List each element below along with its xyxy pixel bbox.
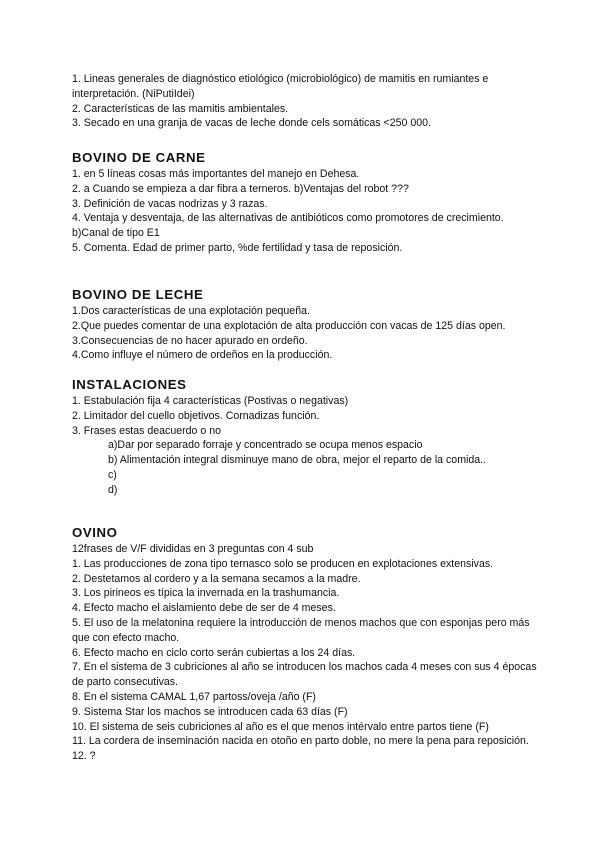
ovino-section [72, 524, 542, 764]
list-item: 9. Sistema Star los machos se introducen cada 63 días (F) [72, 705, 348, 718]
list-item: 10. El sistema de seis cubriciones al año es el que menos intérvalo entre partos tiene (F) [72, 720, 489, 733]
intro-section [72, 72, 542, 131]
list-item: 1.Dos características de una explotación pequeña. [72, 305, 310, 317]
section-heading: BOVINO DE CARNE [72, 150, 206, 165]
list-item: 3. Frases estas deacuerdo o no [72, 424, 221, 437]
sub-list-item: c) [108, 468, 117, 481]
list-item: 2.Que puedes comentar de una explotación de alta producción con vacas de 125 días open. [72, 319, 506, 332]
section-heading: OVINO [72, 525, 118, 540]
list-item: 1. Las producciones de zona tipo ternasco solo se producen en explotaciones extensivas. [72, 557, 494, 570]
list-item: 4.Como influye el número de ordeños en la producción. [72, 349, 333, 362]
bovino-carne-section [72, 149, 542, 256]
list-item: 4. Efecto macho el aislamiento debe de ser de 4 meses. [72, 602, 336, 615]
list-item: 1. Estabulación fija 4 características (Postivas o negativas) [72, 395, 349, 407]
list-item: 4. Ventaja y desventaja, de las alternativas de antibióticos como promotores de crecimiento. [72, 212, 504, 225]
list-item: 12. ? [72, 750, 96, 763]
list-item: 2. Destetamos al cordero y a la semana secamos a la madre. [72, 572, 361, 585]
list-item: 2. Limitador del cuello objetivos. Cornadizas función. [72, 409, 320, 422]
list-item: 3. Definición de vacas nodrizas y 3 razas. [72, 197, 268, 210]
list-item: 6. Efecto macho en ciclo corto serán cubiertas a los 24 días. [72, 646, 356, 659]
section-heading: BOVINO DE LECHE [72, 287, 204, 302]
list-item: 5. Comenta. Edad de primer parto, %de fertilidad y tasa de reposición. [72, 241, 403, 254]
list-item: 1. en 5 líneas cosas más importantes del manejo en Dehesa. [72, 168, 360, 180]
section-subtitle: 12frases de V/F divididas en 3 preguntas con 4 sub [72, 543, 314, 555]
list-item: 11. La cordera de inseminación nacida en otoño en parto doble, no mere la pena para reposición. [72, 735, 529, 748]
list-item: 2. a Cuando se empieza a dar fibra a terneros. b)Ventajas del robot ??? [72, 182, 409, 195]
sub-list-item: d) [108, 483, 118, 496]
list-item: 7. En el sistema de 3 cubriciones al año se introducen los machos cada 4 meses con sus 4 épocas de parto consecutivas. [72, 661, 537, 689]
sub-list-item: a)Dar por separado forraje y concentrado se ocupa menos espacio [108, 439, 423, 452]
sub-list-item: b) Alimentación integral disminuye mano de obra, mejor el reparto de la comida.. [108, 454, 487, 467]
section-heading: INSTALACIONES [72, 377, 187, 392]
intro-item: 1. Lineas generales de diagnóstico etiológico (microbiológico) de mamitis en rumiantes e interpretación. (NiPutiIdei) [72, 73, 489, 100]
list-item: 3.Consecuencias de no hacer apurado en ordeño. [72, 334, 308, 347]
list-item: 8. En el sistema CAMAL 1,67 partoss/oveja /año (F) [72, 690, 316, 703]
list-item: 3. Los pirineos es típica la invernada en la trashumancia. [72, 587, 340, 600]
intro-item: 2. Características de las mamitis ambientales. [72, 102, 289, 115]
list-item: b)Canal de tipo E1 [72, 227, 160, 240]
bovino-leche-section [72, 286, 542, 363]
list-item: 5. El uso de la melatonina requiere la introducción de menos machos que con esponjas pero más que con efecto macho. [72, 616, 530, 644]
intro-item: 3. Secado en una granja de vacas de leche donde cels somáticas <250 000. [72, 117, 431, 130]
instalaciones-section [72, 376, 542, 498]
